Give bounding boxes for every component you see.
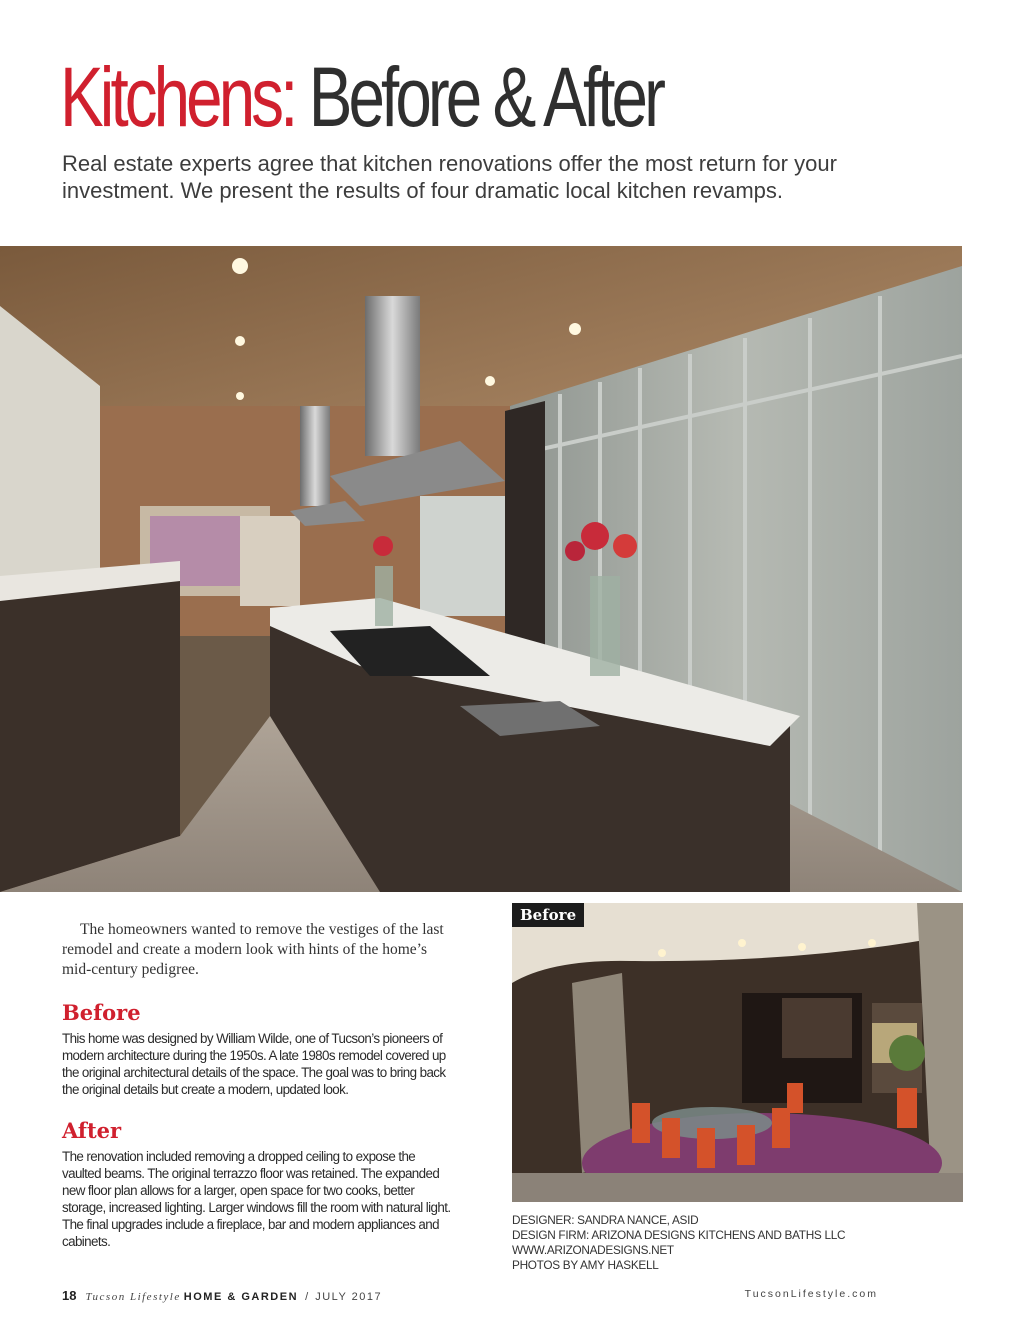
kitchen-after-photo — [0, 246, 962, 892]
kitchen-before-photo — [512, 903, 963, 1202]
page-title — [60, 52, 662, 142]
magazine-name: Tucson Lifestyle — [85, 1291, 181, 1303]
after-heading: After — [62, 1118, 122, 1143]
before-photo-label: Before — [512, 903, 584, 927]
footer-website: TucsonLifestyle.com — [744, 1288, 878, 1300]
photo-credits — [512, 1213, 972, 1273]
before-text: This home was designed by William Wilde, one of Tucson’s pioneers of modern architecture during the 1950s. A late 1980s remodel covered up the original architectural details of the space. The goal was to bring back the original details but create a modern, updated look. — [62, 1031, 446, 1097]
subtitle: Real estate experts agree that kitchen renovations offer the most return for your investment. We present the results of four dramatic local kitchen revamps. — [62, 151, 837, 203]
credit-photographer: PHOTOS BY AMY HASKELL — [512, 1258, 659, 1272]
after-text: The renovation included removing a dropped ceiling to expose the vaulted beams. The original terrazzo floor was retained. The expanded new floor plan allows for a larger, open space for two cooks, better storage, increased lighting. Larger windows fill the room with natural light. The final upgrades include a fireplace, bar and modern appliances and cabinets. — [62, 1149, 451, 1249]
footer-folio — [62, 1288, 382, 1303]
title-kitchens: Kitchens: — [60, 50, 295, 144]
title-before-after: Before & After — [308, 50, 663, 144]
before-heading: Before — [62, 1000, 141, 1025]
credit-designer: DESIGNER: SANDRA NANCE, ASID — [512, 1213, 699, 1227]
kitchen-scene-illustration — [0, 246, 962, 892]
section-name: HOME & GARDEN — [183, 1291, 299, 1303]
credit-website: WWW.ARIZONADESIGNS.NET — [512, 1243, 674, 1257]
page-number: 18 — [62, 1288, 77, 1303]
issue-date: JULY 2017 — [315, 1291, 383, 1303]
intro-paragraph: The homeowners wanted to remove the vestiges of the last remodel and create a modern look with hints of the home’s mid-century pedigree. — [62, 921, 444, 978]
credit-design-firm: DESIGN FIRM: ARIZONA DESIGNS KITCHENS AND BATHS LLC — [512, 1228, 846, 1242]
footer-separator: / — [305, 1291, 309, 1303]
before-scene-illustration — [512, 903, 963, 1202]
